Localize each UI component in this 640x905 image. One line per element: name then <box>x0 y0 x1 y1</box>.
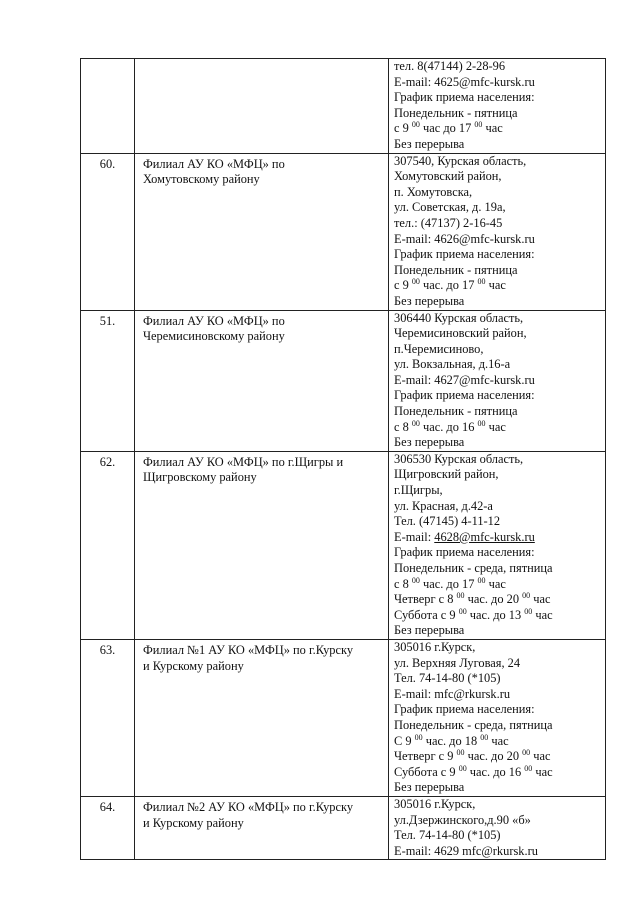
table-row <box>81 451 606 639</box>
branch-name <box>135 796 389 859</box>
branch-name-line: Щигровскому району <box>143 470 257 485</box>
branch-name-line: Филиал №1 АУ КО «МФЦ» по г.Курску <box>143 642 354 657</box>
contact-line: ул. Красная, д.42-а <box>394 498 493 513</box>
contact-line: С 9 $^{00}$ час. до 18 $^{00}$ час <box>394 732 509 748</box>
contact-line: E-mail: 4628@mfc-kursk.ru <box>394 529 535 544</box>
branch-name-line: и Курскому району <box>143 658 244 673</box>
branch-contacts <box>389 310 606 451</box>
branch-name-line: Филиал АУ КО «МФЦ» по г.Щигры и <box>143 454 344 469</box>
branch-name <box>135 59 389 154</box>
branch-contacts <box>389 451 606 639</box>
contact-line: г.Щигры, <box>394 483 443 498</box>
contact-line: с 8 $^{00}$ час. до 17 $^{00}$ час <box>394 575 506 591</box>
contact-line: E-mail: mfc@rkursk.ru <box>394 686 511 701</box>
contact-line: Тел. 74-14-80 (*105) <box>394 828 501 843</box>
branch-name-line: Хомутовскому району <box>143 172 260 187</box>
branch-contacts <box>389 796 606 859</box>
contact-line: 305016 г.Курск, <box>394 639 476 654</box>
contact-line: Тел. 74-14-80 (*105) <box>394 671 501 686</box>
contact-line: Хомутовский район, <box>394 169 502 184</box>
table-row <box>81 639 606 796</box>
contact-line: с 8 $^{00}$ час. до 16 $^{00}$ час <box>394 418 506 434</box>
contact-line: Без перерыва <box>394 293 465 308</box>
contact-line: Понедельник - пятница <box>394 404 518 419</box>
contact-line: ул. Вокзальная, д.16-а <box>394 357 511 372</box>
contact-line: Тел. (47145) 4-11-12 <box>394 514 501 529</box>
contact-line: Без перерыва <box>394 623 465 638</box>
contact-line: Понедельник - среда, пятница <box>394 561 553 575</box>
contact-line: ул.Дзержинского,д.90 «б» <box>394 812 531 827</box>
row-number: 51. <box>81 310 135 451</box>
contact-line: п.Черемисиново, <box>394 341 484 356</box>
contact-line: Четверг с 8 $^{00}$ час. до 20 $^{00}$ час <box>394 591 551 607</box>
contact-line: График приема населения: <box>394 388 535 403</box>
branch-name <box>135 153 389 310</box>
contact-line: График приема населения: <box>394 247 535 262</box>
contact-line: Четверг с 9 $^{00}$ час. до 20 $^{00}$ час <box>394 748 551 764</box>
contact-line: ул. Верхняя Луговая, 24 <box>394 655 521 670</box>
contact-line: Щигровский район, <box>394 467 499 482</box>
contact-line: Без перерыва <box>394 435 465 450</box>
row-number: 60. <box>81 153 135 310</box>
branch-name <box>135 310 389 451</box>
branch-name-line: Черемисиновскому району <box>143 329 285 344</box>
contact-line: Суббота с 9 $^{00}$ час. до 13 $^{00}$ час <box>394 606 553 622</box>
contact-line: ул. Советская, д. 19а, <box>394 200 506 215</box>
contact-line: Понедельник - среда, пятница <box>394 717 553 732</box>
contact-line: с 9 $^{00}$ час. до 17 $^{00}$ час <box>394 277 506 293</box>
contact-line: Суббота с 9 $^{00}$ час. до 16 $^{00}$ час <box>394 763 553 779</box>
contact-line: п. Хомутовска, <box>394 184 473 199</box>
contact-line: тел. 8(47144) 2-28-96 <box>394 59 506 73</box>
contact-line: Понедельник - пятница <box>394 262 518 277</box>
contact-line: График приема населения: <box>394 545 535 560</box>
contact-line: E-mail: 4627@mfc-kursk.ru <box>394 372 535 387</box>
contact-line: с 9 $^{00}$ час до 17 $^{00}$ час <box>394 120 503 136</box>
contact-line: E-mail: 4626@mfc-kursk.ru <box>394 231 535 246</box>
contact-line: E-mail: 4625@mfc-kursk.ru <box>394 74 535 89</box>
row-number: 63. <box>81 639 135 796</box>
row-number <box>81 59 135 154</box>
contact-line: График приема населения: <box>394 90 535 105</box>
branch-contacts <box>389 639 606 796</box>
contact-line: тел.: (47137) 2-16-45 <box>394 215 503 230</box>
contact-line: E-mail: 4629 mfc@rkursk.ru <box>394 843 538 858</box>
table-row <box>81 796 606 859</box>
branch-name-line: Филиал АУ КО «МФЦ» по <box>143 156 285 171</box>
contact-line: 306440 Курская область, <box>394 310 524 325</box>
table-body <box>81 59 606 860</box>
contact-line: 305016 г.Курск, <box>394 796 476 811</box>
branch-contacts <box>389 153 606 310</box>
contact-line: Черемисиновский район, <box>394 326 527 341</box>
table-row <box>81 153 606 310</box>
table-row <box>81 59 606 154</box>
row-number: 62. <box>81 451 135 639</box>
branch-name <box>135 451 389 639</box>
contact-line: Без перерыва <box>394 136 465 151</box>
table-row <box>81 310 606 451</box>
row-number: 64. <box>81 796 135 859</box>
contact-line: Понедельник - пятница <box>394 105 518 120</box>
branch-name <box>135 639 389 796</box>
contact-line: Без перерыва <box>394 780 465 795</box>
contact-line: 307540, Курская область, <box>394 153 527 168</box>
contact-line: График приема населения: <box>394 702 535 717</box>
branch-name-line: и Курскому району <box>143 815 244 830</box>
branch-name-line: Филиал АУ КО «МФЦ» по <box>143 313 285 328</box>
branch-contacts <box>389 59 606 154</box>
mfc-branches-table <box>80 58 606 860</box>
contact-line: 306530 Курская область, <box>394 451 524 466</box>
branch-name-line: Филиал №2 АУ КО «МФЦ» по г.Курску <box>143 799 354 814</box>
